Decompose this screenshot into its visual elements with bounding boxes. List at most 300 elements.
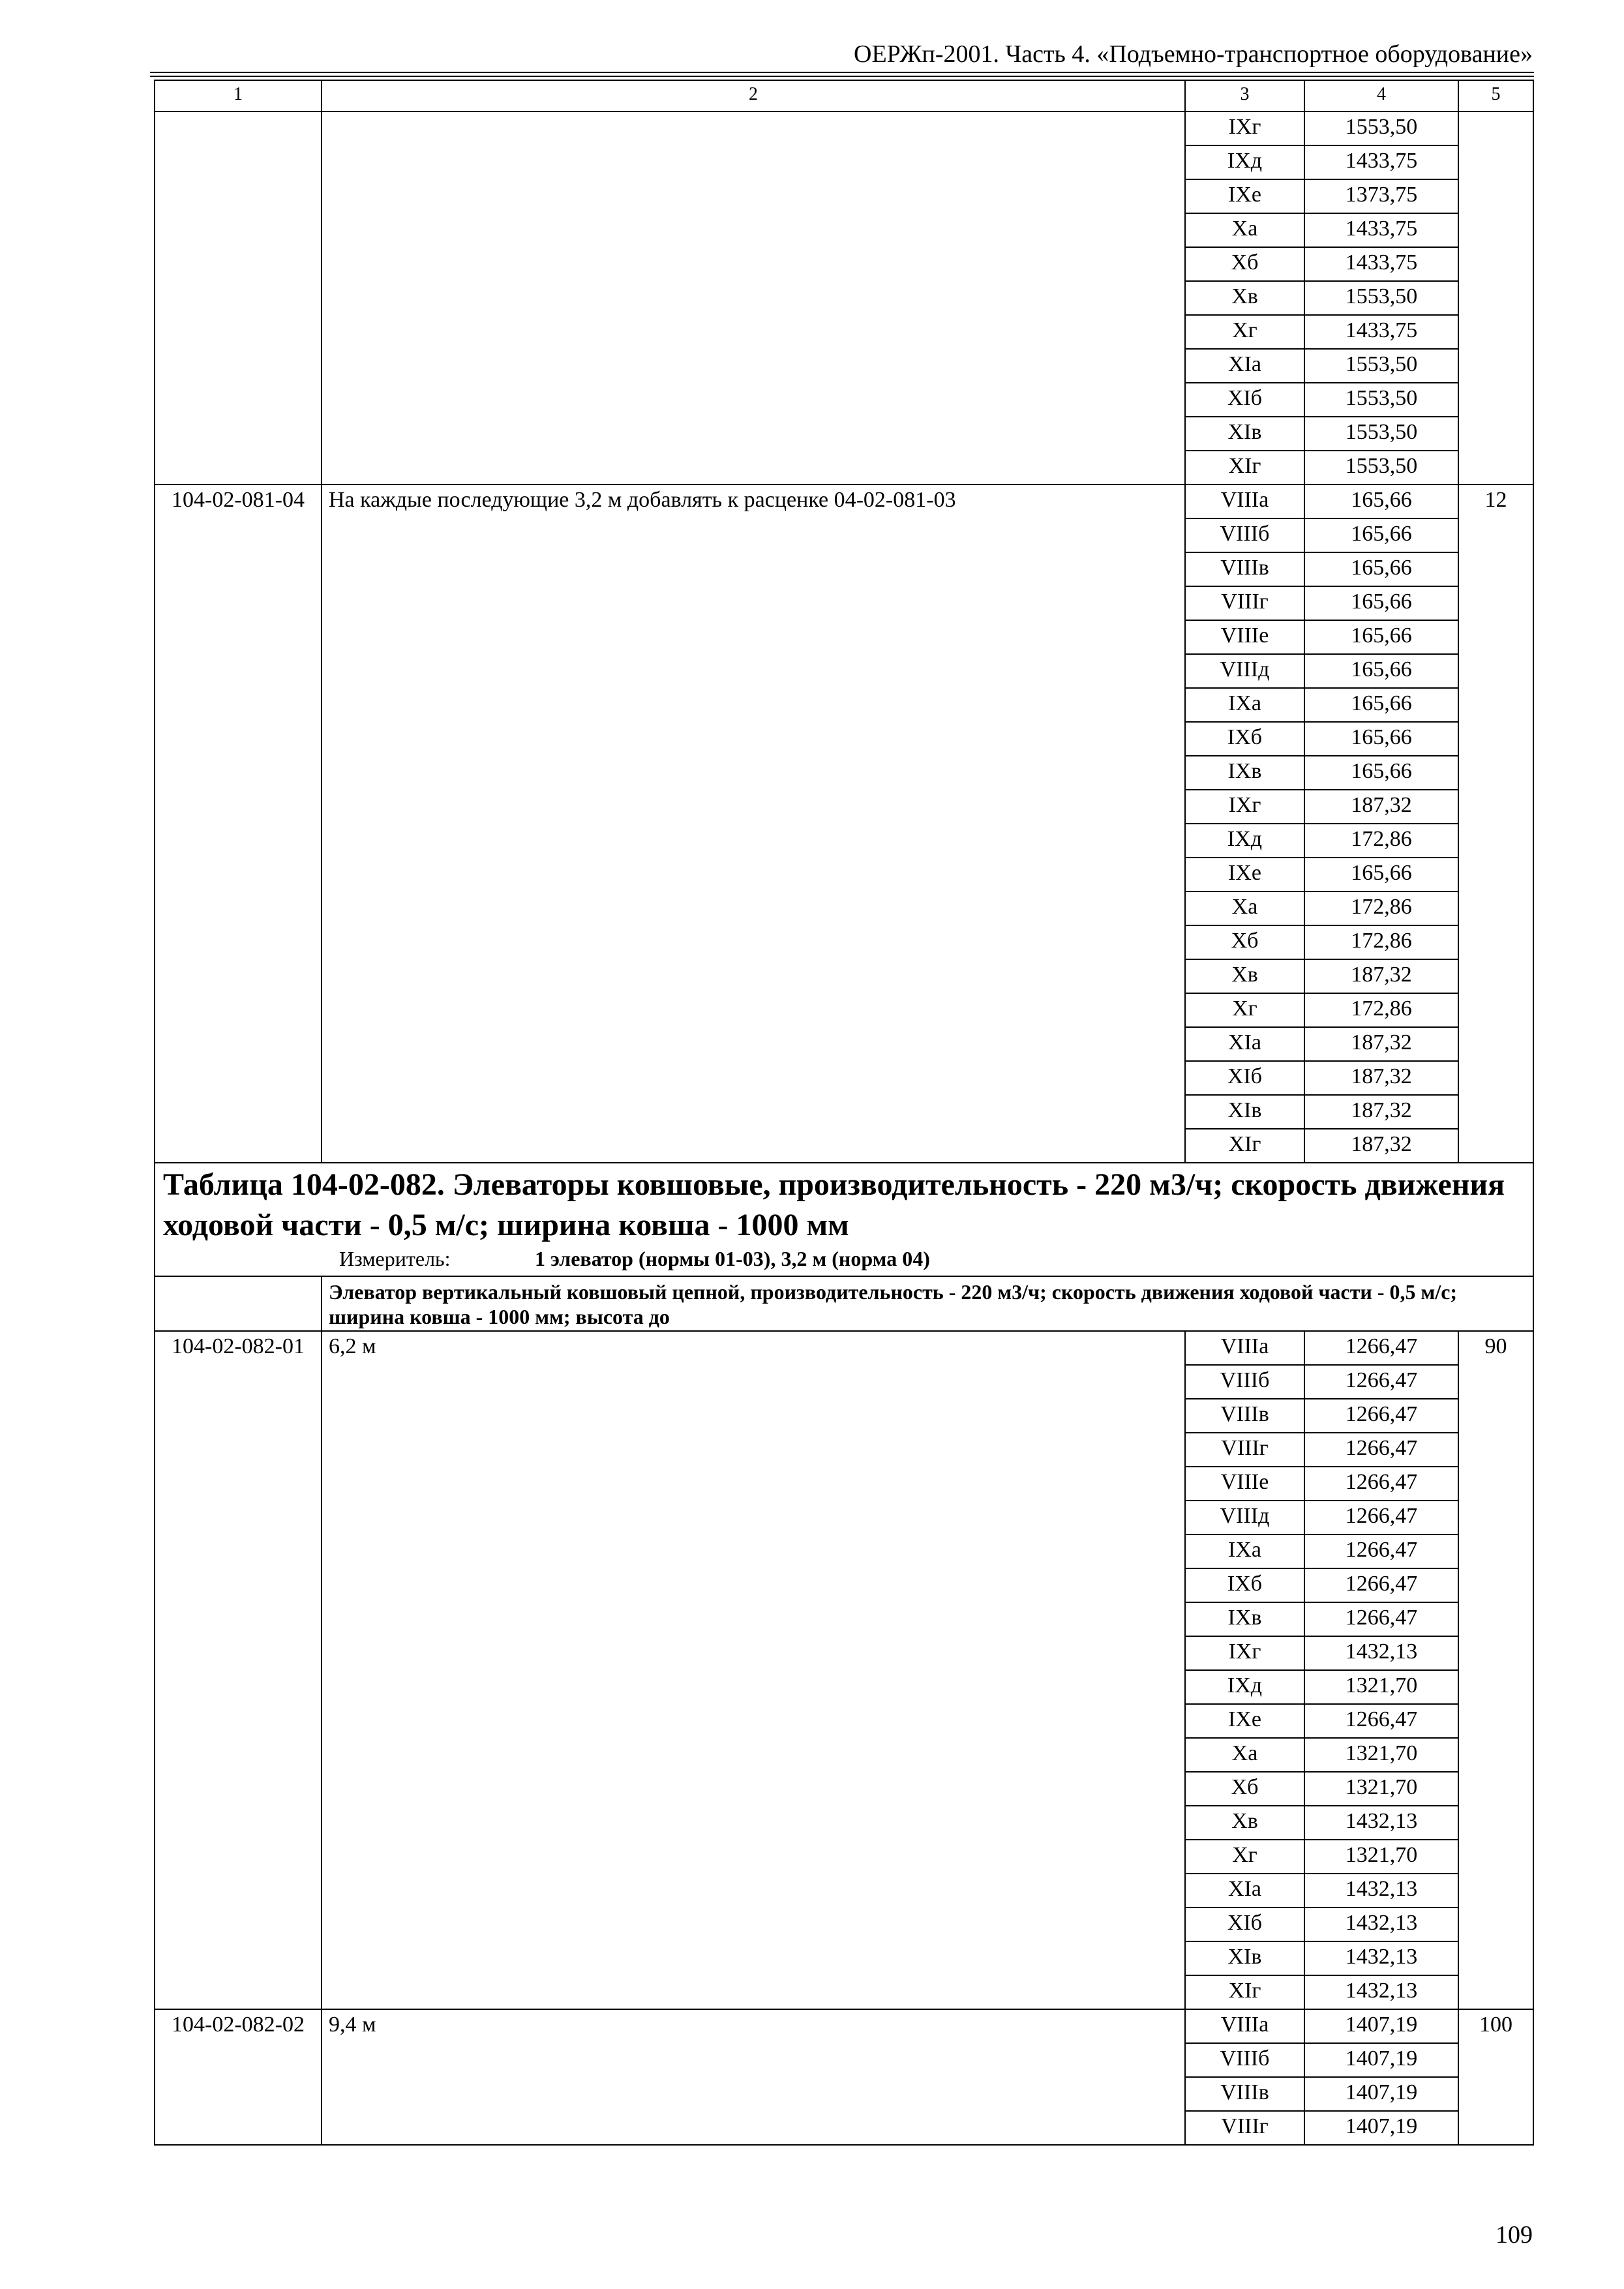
- price-cell: 1432,13: [1304, 1636, 1458, 1670]
- table-row: [155, 1501, 1533, 1534]
- value-cell: [1458, 2043, 1533, 2077]
- value-cell: [1458, 959, 1533, 993]
- value-cell: [1458, 1027, 1533, 1061]
- price-cell: 1266,47: [1304, 1399, 1458, 1433]
- norm-code-cell: [155, 925, 322, 959]
- category-cell: VIIIв: [1185, 552, 1304, 586]
- category-cell: IXд: [1185, 824, 1304, 858]
- value-cell: [1458, 179, 1533, 213]
- norm-code-cell: [155, 1738, 322, 1772]
- norm-code-cell: [155, 1467, 322, 1501]
- work-name-cell: [322, 451, 1185, 485]
- value-cell: [1458, 1874, 1533, 1908]
- work-name-cell: [322, 552, 1185, 586]
- category-cell: XIб: [1185, 1908, 1304, 1941]
- norm-code-cell: [155, 1941, 322, 1975]
- work-name-cell: [322, 1975, 1185, 2009]
- norm-code-cell: [155, 1027, 322, 1061]
- table-row: [155, 315, 1533, 349]
- norm-code-cell: [155, 145, 322, 179]
- category-cell: Xб: [1185, 925, 1304, 959]
- norm-code-cell: [155, 1061, 322, 1095]
- norm-code-cell: [155, 1568, 322, 1602]
- category-cell: XIв: [1185, 1095, 1304, 1129]
- table-row: [155, 145, 1533, 179]
- work-name-cell: [322, 1874, 1185, 1908]
- table-row: [155, 1331, 1533, 1365]
- table-row: [155, 858, 1533, 891]
- work-name-cell: [322, 1806, 1185, 1840]
- table-heading-row: [155, 1163, 1533, 1246]
- price-cell: 1553,50: [1304, 349, 1458, 383]
- price-cell: 1433,75: [1304, 213, 1458, 247]
- category-cell: IXе: [1185, 858, 1304, 891]
- table-row: [155, 1806, 1533, 1840]
- norm-code-cell: [155, 281, 322, 315]
- price-cell: 1432,13: [1304, 1908, 1458, 1941]
- value-cell: [1458, 1772, 1533, 1806]
- value-cell: [1458, 756, 1533, 790]
- price-cell: 1266,47: [1304, 1433, 1458, 1467]
- value-cell: [1458, 2077, 1533, 2111]
- value-cell: [1458, 1704, 1533, 1738]
- value-cell: [1458, 722, 1533, 756]
- category-cell: VIIIг: [1185, 1433, 1304, 1467]
- table-row: [155, 1433, 1533, 1467]
- norm-code-cell: [155, 1129, 322, 1163]
- work-name-cell: [322, 349, 1185, 383]
- value-cell: [1458, 1806, 1533, 1840]
- table-row: [155, 1636, 1533, 1670]
- price-cell: 1432,13: [1304, 1806, 1458, 1840]
- header-rule: [150, 72, 1534, 73]
- table-row: [155, 485, 1533, 518]
- price-cell: 1407,19: [1304, 2111, 1458, 2145]
- norm-code-cell: [155, 1399, 322, 1433]
- category-cell: IXа: [1185, 1534, 1304, 1568]
- value-cell: [1458, 620, 1533, 654]
- work-name-cell: [322, 1501, 1185, 1534]
- work-name-cell: [322, 824, 1185, 858]
- category-cell: VIIIв: [1185, 1399, 1304, 1433]
- category-cell: IXб: [1185, 1568, 1304, 1602]
- measure-row: [155, 1246, 1533, 1276]
- norm-code-cell: [155, 722, 322, 756]
- category-cell: Xа: [1185, 1738, 1304, 1772]
- value-cell: [1458, 1365, 1533, 1399]
- norm-code-cell: [155, 790, 322, 824]
- norm-code-cell: [155, 1840, 322, 1874]
- value-cell: [1458, 993, 1533, 1027]
- category-cell: IXа: [1185, 688, 1304, 722]
- value-cell: [1458, 1941, 1533, 1975]
- column-number: 4: [1304, 80, 1458, 112]
- norm-code-cell: [155, 756, 322, 790]
- price-cell: 1432,13: [1304, 1941, 1458, 1975]
- price-cell: 187,32: [1304, 1061, 1458, 1095]
- work-name-cell: [322, 1908, 1185, 1941]
- norm-code-cell: [155, 2077, 322, 2111]
- table-row: [155, 654, 1533, 688]
- work-name-cell: [322, 586, 1185, 620]
- price-cell: 1321,70: [1304, 1772, 1458, 1806]
- price-cell: 1407,19: [1304, 2043, 1458, 2077]
- work-name-cell: [322, 1738, 1185, 1772]
- value-cell: [1458, 518, 1533, 552]
- work-name-cell: На каждые последующие 3,2 м добавлять к расценке 04-02-081-03: [322, 485, 1185, 518]
- category-cell: XIа: [1185, 1027, 1304, 1061]
- value-cell: [1458, 451, 1533, 485]
- value-cell: [1458, 925, 1533, 959]
- category-cell: IXд: [1185, 1670, 1304, 1704]
- price-cell: 187,32: [1304, 1027, 1458, 1061]
- work-name-cell: [322, 925, 1185, 959]
- group-code-cell: [155, 1276, 322, 1331]
- work-name-cell: [322, 1636, 1185, 1670]
- work-name-cell: [322, 1467, 1185, 1501]
- table-row: [155, 722, 1533, 756]
- price-cell: 187,32: [1304, 790, 1458, 824]
- norm-code-cell: [155, 349, 322, 383]
- table-row: [155, 1534, 1533, 1568]
- work-name-cell: [322, 891, 1185, 925]
- work-name-cell: [322, 1365, 1185, 1399]
- work-name-cell: [322, 858, 1185, 891]
- work-name-cell: [322, 722, 1185, 756]
- category-cell: XIб: [1185, 1061, 1304, 1095]
- table-row: [155, 959, 1533, 993]
- norm-code-cell: 104-02-081-04: [155, 485, 322, 518]
- work-name-cell: [322, 993, 1185, 1027]
- category-cell: IXд: [1185, 145, 1304, 179]
- column-number: 2: [322, 80, 1185, 112]
- value-cell: 90: [1458, 1331, 1533, 1365]
- work-name-cell: [322, 1061, 1185, 1095]
- norm-code-cell: [155, 1874, 322, 1908]
- norm-code-cell: [155, 247, 322, 281]
- work-name-cell: [322, 1027, 1185, 1061]
- work-name-cell: [322, 2077, 1185, 2111]
- price-cell: 165,66: [1304, 552, 1458, 586]
- price-cell: 165,66: [1304, 485, 1458, 518]
- norm-code-cell: [155, 993, 322, 1027]
- price-cell: 1266,47: [1304, 1704, 1458, 1738]
- value-cell: [1458, 281, 1533, 315]
- value-cell: [1458, 315, 1533, 349]
- price-cell: 165,66: [1304, 722, 1458, 756]
- category-cell: VIIIа: [1185, 1331, 1304, 1365]
- category-cell: XIг: [1185, 1129, 1304, 1163]
- norm-code-cell: [155, 1806, 322, 1840]
- price-cell: 1433,75: [1304, 247, 1458, 281]
- value-cell: [1458, 1975, 1533, 2009]
- price-cell: 165,66: [1304, 620, 1458, 654]
- value-cell: [1458, 858, 1533, 891]
- table-row: [155, 1772, 1533, 1806]
- category-cell: IXг: [1185, 790, 1304, 824]
- value-cell: [1458, 1399, 1533, 1433]
- price-cell: 1553,50: [1304, 383, 1458, 417]
- value-cell: [1458, 552, 1533, 586]
- price-cell: 1266,47: [1304, 1467, 1458, 1501]
- category-cell: VIIIа: [1185, 485, 1304, 518]
- norm-code-cell: [155, 1704, 322, 1738]
- table-row: [155, 2009, 1533, 2043]
- category-cell: VIIIб: [1185, 2043, 1304, 2077]
- table-row: [155, 247, 1533, 281]
- group-title: Элеватор вертикальный ковшовый цепной, производительность - 220 м3/ч; скорость движения ходовой части - 0,5 м/с; ширина ковша - 1000 мм; высота до: [322, 1276, 1533, 1331]
- work-name-cell: [322, 1670, 1185, 1704]
- table-row: [155, 925, 1533, 959]
- table-row: [155, 349, 1533, 383]
- work-name-cell: [322, 688, 1185, 722]
- table-row: [155, 552, 1533, 586]
- work-name-cell: [322, 1941, 1185, 1975]
- norm-code-cell: [155, 858, 322, 891]
- category-cell: IXе: [1185, 179, 1304, 213]
- norm-code-cell: [155, 620, 322, 654]
- price-cell: 172,86: [1304, 993, 1458, 1027]
- table-row: [155, 688, 1533, 722]
- price-cell: 1266,47: [1304, 1331, 1458, 1365]
- table-row: [155, 586, 1533, 620]
- category-cell: VIIIв: [1185, 2077, 1304, 2111]
- category-cell: IXг: [1185, 1636, 1304, 1670]
- norm-code-cell: 104-02-082-01: [155, 1331, 322, 1365]
- table-row: [155, 1467, 1533, 1501]
- work-name-cell: 6,2 м: [322, 1331, 1185, 1365]
- price-cell: 172,86: [1304, 824, 1458, 858]
- price-cell: 1321,70: [1304, 1840, 1458, 1874]
- norm-code-cell: [155, 552, 322, 586]
- table-row: [155, 112, 1533, 145]
- price-cell: 1432,13: [1304, 1874, 1458, 1908]
- norm-code-cell: [155, 1975, 322, 2009]
- category-cell: Xв: [1185, 281, 1304, 315]
- category-cell: IXв: [1185, 1602, 1304, 1636]
- work-name-cell: [322, 790, 1185, 824]
- work-name-cell: [322, 112, 1185, 145]
- norm-code-cell: [155, 1670, 322, 1704]
- column-number: 3: [1185, 80, 1304, 112]
- table-row: [155, 1061, 1533, 1095]
- category-cell: XIа: [1185, 349, 1304, 383]
- table-row: [155, 1874, 1533, 1908]
- value-cell: [1458, 1636, 1533, 1670]
- norm-code-cell: [155, 2111, 322, 2145]
- value-cell: [1458, 349, 1533, 383]
- column-number: 1: [155, 80, 322, 112]
- price-cell: 1433,75: [1304, 315, 1458, 349]
- price-cell: 1432,13: [1304, 1975, 1458, 2009]
- norm-code-cell: [155, 1772, 322, 1806]
- value-cell: [1458, 1840, 1533, 1874]
- table-row: [155, 383, 1533, 417]
- table-row: [155, 891, 1533, 925]
- measure-value: 1 элеватор (нормы 01-03), 3,2 м (норма 04): [535, 1247, 930, 1270]
- norm-code-cell: [155, 213, 322, 247]
- value-cell: [1458, 2111, 1533, 2145]
- header-rule-secondary: [150, 76, 1534, 77]
- price-cell: 165,66: [1304, 654, 1458, 688]
- category-cell: IXб: [1185, 722, 1304, 756]
- work-name-cell: [322, 654, 1185, 688]
- work-name-cell: [322, 1095, 1185, 1129]
- category-cell: XIг: [1185, 451, 1304, 485]
- price-cell: 1553,50: [1304, 417, 1458, 451]
- category-cell: XIб: [1185, 383, 1304, 417]
- value-cell: [1458, 824, 1533, 858]
- category-cell: VIIIб: [1185, 1365, 1304, 1399]
- norm-code-cell: [155, 688, 322, 722]
- norm-code-cell: [155, 1095, 322, 1129]
- work-name-cell: [322, 756, 1185, 790]
- norm-code-cell: [155, 891, 322, 925]
- table-row: [155, 1027, 1533, 1061]
- norm-code-cell: [155, 586, 322, 620]
- value-cell: [1458, 1501, 1533, 1534]
- price-cell: 1266,47: [1304, 1365, 1458, 1399]
- category-cell: IXг: [1185, 112, 1304, 145]
- table-row: [155, 1908, 1533, 1941]
- price-cell: 187,32: [1304, 1129, 1458, 1163]
- norm-code-cell: [155, 1501, 322, 1534]
- category-cell: Xа: [1185, 891, 1304, 925]
- work-name-cell: 9,4 м: [322, 2009, 1185, 2043]
- value-cell: [1458, 1061, 1533, 1095]
- table-row: [155, 1840, 1533, 1874]
- price-cell: 1266,47: [1304, 1534, 1458, 1568]
- norm-code-cell: [155, 824, 322, 858]
- value-cell: 12: [1458, 485, 1533, 518]
- value-cell: [1458, 417, 1533, 451]
- norm-code-cell: [155, 1908, 322, 1941]
- category-cell: XIв: [1185, 1941, 1304, 1975]
- value-cell: [1458, 790, 1533, 824]
- table-row: [155, 1399, 1533, 1433]
- table-row: [155, 2043, 1533, 2077]
- work-name-cell: [322, 247, 1185, 281]
- table-row: [155, 1129, 1533, 1163]
- value-cell: [1458, 1129, 1533, 1163]
- rates-table: [154, 80, 1534, 2146]
- price-cell: 1553,50: [1304, 112, 1458, 145]
- category-cell: Xв: [1185, 959, 1304, 993]
- norm-code-cell: [155, 959, 322, 993]
- norm-code-cell: [155, 383, 322, 417]
- work-name-cell: [322, 1129, 1185, 1163]
- work-name-cell: [322, 1433, 1185, 1467]
- category-cell: XIв: [1185, 417, 1304, 451]
- category-cell: Xг: [1185, 1840, 1304, 1874]
- value-cell: [1458, 112, 1533, 145]
- work-name-cell: [322, 1534, 1185, 1568]
- value-cell: [1458, 247, 1533, 281]
- group-title-row: [155, 1276, 1533, 1331]
- price-cell: 1407,19: [1304, 2077, 1458, 2111]
- price-cell: 1321,70: [1304, 1670, 1458, 1704]
- category-cell: VIIIе: [1185, 620, 1304, 654]
- norm-code-cell: [155, 1602, 322, 1636]
- value-cell: [1458, 891, 1533, 925]
- work-name-cell: [322, 620, 1185, 654]
- price-cell: 1266,47: [1304, 1501, 1458, 1534]
- work-name-cell: [322, 1840, 1185, 1874]
- work-name-cell: [322, 281, 1185, 315]
- price-cell: 1553,50: [1304, 451, 1458, 485]
- norm-code-cell: [155, 654, 322, 688]
- value-cell: [1458, 1467, 1533, 1501]
- value-cell: [1458, 1738, 1533, 1772]
- column-number: 5: [1458, 80, 1533, 112]
- table-row: [155, 179, 1533, 213]
- measure-label: Измеритель:: [339, 1247, 451, 1270]
- table-row: [155, 620, 1533, 654]
- measure-cell: [155, 1246, 1533, 1276]
- table-row: [155, 756, 1533, 790]
- category-cell: XIг: [1185, 1975, 1304, 2009]
- category-cell: VIIIд: [1185, 1501, 1304, 1534]
- price-cell: 1266,47: [1304, 1602, 1458, 1636]
- price-cell: 172,86: [1304, 925, 1458, 959]
- table-row: [155, 417, 1533, 451]
- value-cell: [1458, 1433, 1533, 1467]
- price-cell: 172,86: [1304, 891, 1458, 925]
- work-name-cell: [322, 315, 1185, 349]
- category-cell: VIIIд: [1185, 654, 1304, 688]
- category-cell: Xа: [1185, 213, 1304, 247]
- work-name-cell: [322, 1704, 1185, 1738]
- value-cell: [1458, 654, 1533, 688]
- value-cell: [1458, 1534, 1533, 1568]
- norm-code-cell: [155, 2043, 322, 2077]
- category-cell: IXе: [1185, 1704, 1304, 1738]
- category-cell: VIIIг: [1185, 2111, 1304, 2145]
- table-row: [155, 1704, 1533, 1738]
- category-cell: Xг: [1185, 315, 1304, 349]
- table-row: [155, 1568, 1533, 1602]
- norm-code-cell: [155, 1365, 322, 1399]
- category-cell: XIа: [1185, 1874, 1304, 1908]
- table-row: [155, 993, 1533, 1027]
- price-cell: 1321,70: [1304, 1738, 1458, 1772]
- table-row: [155, 1941, 1533, 1975]
- work-name-cell: [322, 417, 1185, 451]
- running-head: ОЕРЖп-2001. Часть 4. «Подъемно-транспортное оборудование»: [854, 40, 1533, 68]
- table-row: [155, 1975, 1533, 2009]
- value-cell: [1458, 1602, 1533, 1636]
- table-row: [155, 1670, 1533, 1704]
- norm-code-cell: [155, 1433, 322, 1467]
- price-cell: 165,66: [1304, 586, 1458, 620]
- table-row: [155, 1095, 1533, 1129]
- value-cell: 100: [1458, 2009, 1533, 2043]
- table-row: [155, 518, 1533, 552]
- norm-code-cell: [155, 417, 322, 451]
- table-row: [155, 281, 1533, 315]
- work-name-cell: [322, 959, 1185, 993]
- price-cell: 1553,50: [1304, 281, 1458, 315]
- price-cell: 1433,75: [1304, 145, 1458, 179]
- price-cell: 165,66: [1304, 688, 1458, 722]
- price-cell: 165,66: [1304, 756, 1458, 790]
- price-cell: 1266,47: [1304, 1568, 1458, 1602]
- value-cell: [1458, 213, 1533, 247]
- value-cell: [1458, 1568, 1533, 1602]
- work-name-cell: [322, 1399, 1185, 1433]
- page-number: 109: [1496, 2221, 1533, 2249]
- work-name-cell: [322, 1568, 1185, 1602]
